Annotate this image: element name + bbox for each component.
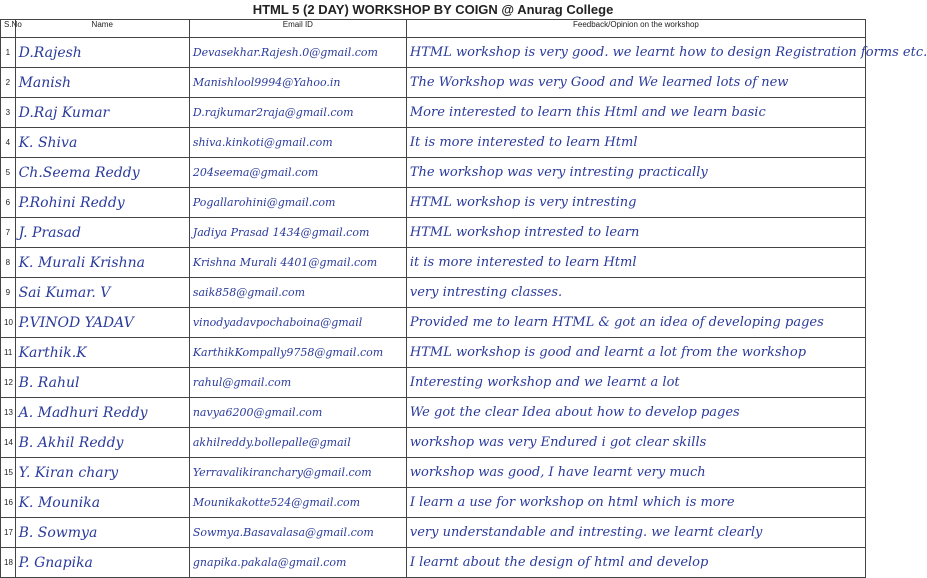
- row-feedback: it is more interested to learn Html: [406, 248, 865, 278]
- row-email: Jadiya Prasad 1434@gmail.com: [189, 218, 406, 248]
- table-row: [1, 488, 866, 518]
- row-feedback: The Workshop was very Good and We learned lots of new: [406, 68, 865, 98]
- row-sno: 9: [1, 278, 16, 308]
- row-email: 204seema@gmail.com: [189, 158, 406, 188]
- table-row: [1, 278, 866, 308]
- row-sno: 4: [1, 128, 16, 158]
- row-email: navya6200@gmail.com: [189, 398, 406, 428]
- row-name: Ch.Seema Reddy: [15, 158, 189, 188]
- row-email: Pogallarohini@gmail.com: [189, 188, 406, 218]
- row-sno: 10: [1, 308, 16, 338]
- row-sno: 6: [1, 188, 16, 218]
- table-row: [1, 188, 866, 218]
- table-row: [1, 38, 866, 68]
- sheet-title: HTML 5 (2 DAY) WORKSHOP BY COIGN @ Anurag College: [252, 2, 614, 17]
- row-feedback: We got the clear Idea about how to develop pages: [406, 398, 865, 428]
- row-sno: 3: [1, 98, 16, 128]
- row-feedback: The workshop was very intresting practically: [406, 158, 865, 188]
- row-feedback: very intresting classes.: [406, 278, 865, 308]
- row-sno: 13: [1, 398, 16, 428]
- row-name: B. Akhil Reddy: [15, 428, 189, 458]
- table-row: [1, 458, 866, 488]
- row-sno: 12: [1, 368, 16, 398]
- table-row: [1, 308, 866, 338]
- table-row: [1, 368, 866, 398]
- row-name: D.Raj Kumar: [15, 98, 189, 128]
- row-feedback: It is more interested to learn Html: [406, 128, 865, 158]
- row-feedback: HTML workshop is good and learnt a lot from the workshop: [406, 338, 865, 368]
- table-row: [1, 158, 866, 188]
- row-sno: 2: [1, 68, 16, 98]
- row-name: J. Prasad: [15, 218, 189, 248]
- table-row: [1, 98, 866, 128]
- row-sno: 18: [1, 548, 16, 578]
- row-name: Sai Kumar. V: [15, 278, 189, 308]
- table-row: [1, 338, 866, 368]
- table-body: [1, 38, 927, 578]
- row-email: gnapika.pakala@gmail.com: [189, 548, 406, 578]
- table-row: [1, 518, 866, 548]
- row-name: K. Mounika: [15, 488, 189, 518]
- row-sno: 5: [1, 158, 16, 188]
- row-name: P.VINOD YADAV: [15, 308, 189, 338]
- row-email: rahul@gmail.com: [189, 368, 406, 398]
- row-email: Yerravalikiranchary@gmail.com: [189, 458, 406, 488]
- table-row: [1, 398, 866, 428]
- row-feedback: Interesting workshop and we learnt a lot: [406, 368, 865, 398]
- row-email: Manishlool9994@Yahoo.in: [189, 68, 406, 98]
- row-feedback: HTML workshop is very good. we learnt how to design Registration forms etc.: [406, 38, 865, 68]
- table-row: [1, 428, 866, 458]
- table-row: [1, 68, 866, 98]
- row-name: A. Madhuri Reddy: [15, 398, 189, 428]
- row-sno: 1: [1, 38, 16, 68]
- row-sno: 11: [1, 338, 16, 368]
- row-email: shiva.kinkoti@gmail.com: [189, 128, 406, 158]
- row-name: K. Murali Krishna: [15, 248, 189, 278]
- row-email: Krishna Murali 4401@gmail.com: [189, 248, 406, 278]
- row-sno: 16: [1, 488, 16, 518]
- row-sno: 17: [1, 518, 16, 548]
- row-email: akhilreddy.bollepalle@gmail: [189, 428, 406, 458]
- row-name: D.Rajesh: [15, 38, 189, 68]
- row-email: Devasekhar.Rajesh.0@gmail.com: [189, 38, 406, 68]
- feedback-table: [0, 19, 927, 578]
- row-name: K. Shiva: [15, 128, 189, 158]
- row-sno: 14: [1, 428, 16, 458]
- table-row: [1, 248, 866, 278]
- row-sno: 15: [1, 458, 16, 488]
- header-sno: S.No: [1, 20, 16, 38]
- row-email: Mounikakotte524@gmail.com: [189, 488, 406, 518]
- row-feedback: I learn a use for workshop on html which is more: [406, 488, 865, 518]
- row-feedback: I learnt about the design of html and develop: [406, 548, 865, 578]
- row-email: vinodyadavpochaboina@gmail: [189, 308, 406, 338]
- row-feedback: workshop was good, I have learnt very much: [406, 458, 865, 488]
- header-name: Name: [15, 20, 189, 38]
- row-name: Y. Kiran chary: [15, 458, 189, 488]
- row-name: P. Gnapika: [15, 548, 189, 578]
- header-email: Email ID: [189, 20, 406, 38]
- row-email: KarthikKompally9758@gmail.com: [189, 338, 406, 368]
- row-name: B. Sowmya: [15, 518, 189, 548]
- row-name: B. Rahul: [15, 368, 189, 398]
- row-sno: 7: [1, 218, 16, 248]
- row-email: D.rajkumar2raja@gmail.com: [189, 98, 406, 128]
- row-name: Manish: [15, 68, 189, 98]
- row-feedback: workshop was very Endured i got clear skills: [406, 428, 865, 458]
- row-sno: 8: [1, 248, 16, 278]
- row-feedback: More interested to learn this Html and we learn basic: [406, 98, 865, 128]
- row-feedback: Provided me to learn HTML & got an idea of developing pages: [406, 308, 865, 338]
- row-email: saik858@gmail.com: [189, 278, 406, 308]
- table-row: [1, 548, 866, 578]
- table-row: [1, 128, 866, 158]
- header-row: [1, 20, 866, 38]
- row-email: Sowmya.Basavalasa@gmail.com: [189, 518, 406, 548]
- row-name: P.Rohini Reddy: [15, 188, 189, 218]
- row-feedback: HTML workshop is very intresting: [406, 188, 865, 218]
- row-name: Karthik.K: [15, 338, 189, 368]
- row-feedback: HTML workshop intrested to learn: [406, 218, 865, 248]
- header-feedback: Feedback/Opinion on the workshop: [406, 20, 865, 38]
- row-feedback: very understandable and intresting. we learnt clearly: [406, 518, 865, 548]
- table-row: [1, 218, 866, 248]
